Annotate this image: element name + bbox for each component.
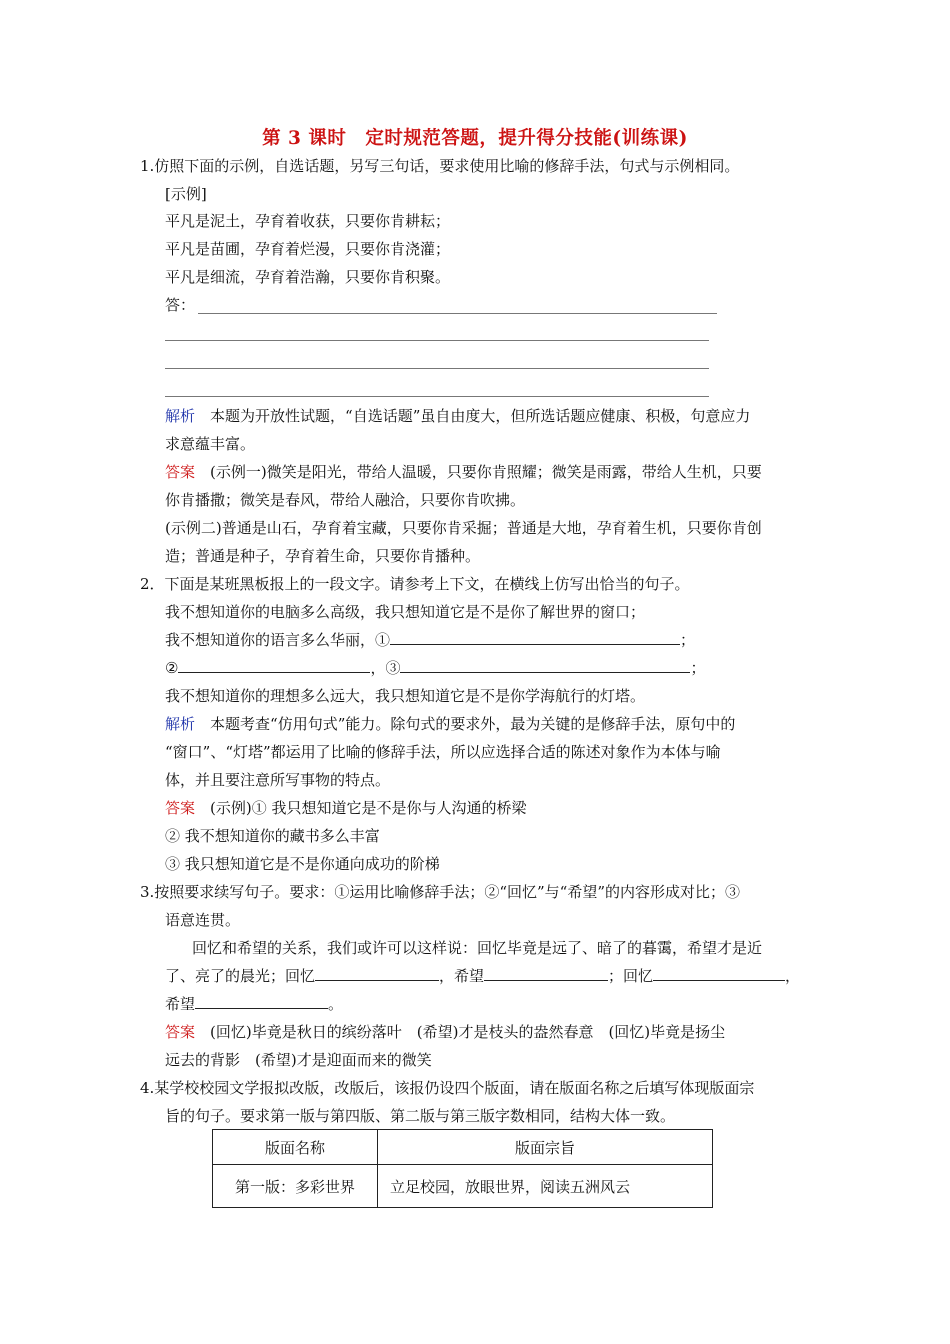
table-header-cell: 版面宗旨 bbox=[378, 1130, 713, 1165]
q1-answer-cont: (示例二)普通是山石，孕育着宝藏，只要你肯采掘；普通是大地，孕育着生机，只要你肯创 bbox=[165, 519, 762, 537]
layout-table bbox=[212, 1129, 713, 1208]
q1-answer-cont: 你肯播撒；微笑是春风，带给人融洽，只要你肯吹拂。 bbox=[165, 491, 526, 509]
q1-example-line: 平凡是苗圃，孕育着烂漫，只要你肯浇灌； bbox=[165, 240, 451, 258]
q1-example-label: [示例] bbox=[165, 185, 207, 203]
blank-line bbox=[484, 965, 608, 981]
analysis-label: 解析 bbox=[165, 715, 196, 733]
q2-line: ② ，③ ； bbox=[165, 659, 706, 677]
blank-line bbox=[400, 657, 690, 673]
table-header-row bbox=[213, 1130, 713, 1165]
q2-analysis-cont: 体，并且要注意所写事物的特点。 bbox=[165, 771, 391, 789]
q1-answer-cont: 造；普通是种子，孕育着生命，只要你肯播种。 bbox=[165, 547, 481, 565]
q2-line: 我不想知道你的语言多么华丽，① ； bbox=[165, 631, 696, 649]
q4-prompt-cont: 旨的句子。要求第一版与第四版、第二版与第三版字数相同，结构大体一致。 bbox=[165, 1107, 676, 1125]
q2-analysis: 解析 本题考查“仿用句式”能力。除句式的要求外，最为关键的是修辞手法，原句中的 bbox=[165, 715, 736, 733]
blank-line bbox=[195, 993, 328, 1009]
q1-example-line: 平凡是泥土，孕育着收获，只要你肯耕耘； bbox=[165, 212, 451, 230]
q1-analysis: 解析 本题为开放性试题，“自选话题”虽自由度大，但所选话题应健康、积极，句意应力 bbox=[165, 407, 751, 425]
q3-answer-cont: 远去的背影 (希望)才是迎面而来的微笑 bbox=[165, 1051, 432, 1069]
q3-paragraph: 回忆和希望的关系，我们或许可以这样说：回忆毕竟是远了、暗了的暮霭，希望才是近 bbox=[192, 939, 763, 957]
q3-prompt: 3.按照要求续写句子。要求：①运用比喻修辞手法；②“回忆”与“希望”的内容形成对比；③ bbox=[140, 883, 740, 901]
answer-label: 答案 bbox=[165, 799, 196, 817]
q2-answer: 答案 (示例)① 我只想知道它是不是你与人沟通的桥梁 bbox=[165, 799, 527, 817]
blank-line bbox=[178, 657, 370, 673]
q3-paragraph: 了、亮了的晨光；回忆 ，希望 ；回忆 ， bbox=[165, 967, 801, 985]
table-header-cell: 版面名称 bbox=[213, 1130, 378, 1165]
answer-label: 答案 bbox=[165, 1023, 196, 1041]
q2-answer-cont: ③ 我只想知道它是不是你通向成功的阶梯 bbox=[165, 855, 440, 873]
blank-line bbox=[315, 965, 439, 981]
q1-answer-prefix: 答： bbox=[165, 296, 196, 314]
table-row bbox=[213, 1165, 713, 1208]
q1-analysis-cont: 求意蕴丰富。 bbox=[165, 435, 256, 453]
answer-line bbox=[165, 396, 709, 397]
blank-line bbox=[390, 629, 680, 645]
analysis-label: 解析 bbox=[165, 407, 196, 425]
q2-analysis-cont: “窗口”、“灯塔”都运用了比喻的修辞手法，所以应选择合适的陈述对象作为本体与喻 bbox=[165, 743, 721, 761]
q2-prompt: 2．下面是某班黑板报上的一段文字。请参考上下文，在横线上仿写出恰当的句子。 bbox=[140, 575, 690, 593]
page-title: 第 3 课时 定时规范答题，提升得分技能(训练课) bbox=[262, 128, 688, 149]
answer-line bbox=[165, 340, 709, 341]
q1-answer: 答案 (示例一)微笑是阳光，带给人温暖，只要你肯照耀；微笑是雨露，带给人生机，只要 bbox=[165, 463, 762, 481]
blank-line bbox=[653, 965, 785, 981]
q2-line: 我不想知道你的理想多么远大，我只想知道它是不是你学海航行的灯塔。 bbox=[165, 687, 646, 705]
answer-line bbox=[165, 368, 709, 369]
q3-paragraph: 希望 。 bbox=[165, 995, 344, 1013]
q1-example-line: 平凡是细流，孕育着浩瀚，只要你肯积聚。 bbox=[165, 268, 451, 286]
q3-answer: 答案 (回忆)毕竟是秋日的缤纷落叶 (希望)才是枝头的盎然春意 (回忆)毕竟是扬尘 bbox=[165, 1023, 726, 1041]
q3-prompt-cont: 语意连贯。 bbox=[165, 911, 241, 929]
answer-line bbox=[198, 313, 717, 314]
table-cell: 第一版：多彩世界 bbox=[213, 1165, 378, 1208]
q2-line: 我不想知道你的电脑多么高级，我只想知道它是不是你了解世界的窗口； bbox=[165, 603, 646, 621]
q1-prompt: 1.仿照下面的示例，自选话题，另写三句话，要求使用比喻的修辞手法，句式与示例相同。 bbox=[140, 157, 740, 175]
q2-answer-cont: ② 我不想知道你的藏书多么丰富 bbox=[165, 827, 380, 845]
answer-label: 答案 bbox=[165, 463, 196, 481]
q4-prompt: 4.某学校校园文学报拟改版，改版后，该报仍设四个版面，请在版面名称之后填写体现版面宗 bbox=[140, 1079, 755, 1097]
table-cell: 立足校园，放眼世界，阅读五洲风云 bbox=[378, 1165, 713, 1208]
